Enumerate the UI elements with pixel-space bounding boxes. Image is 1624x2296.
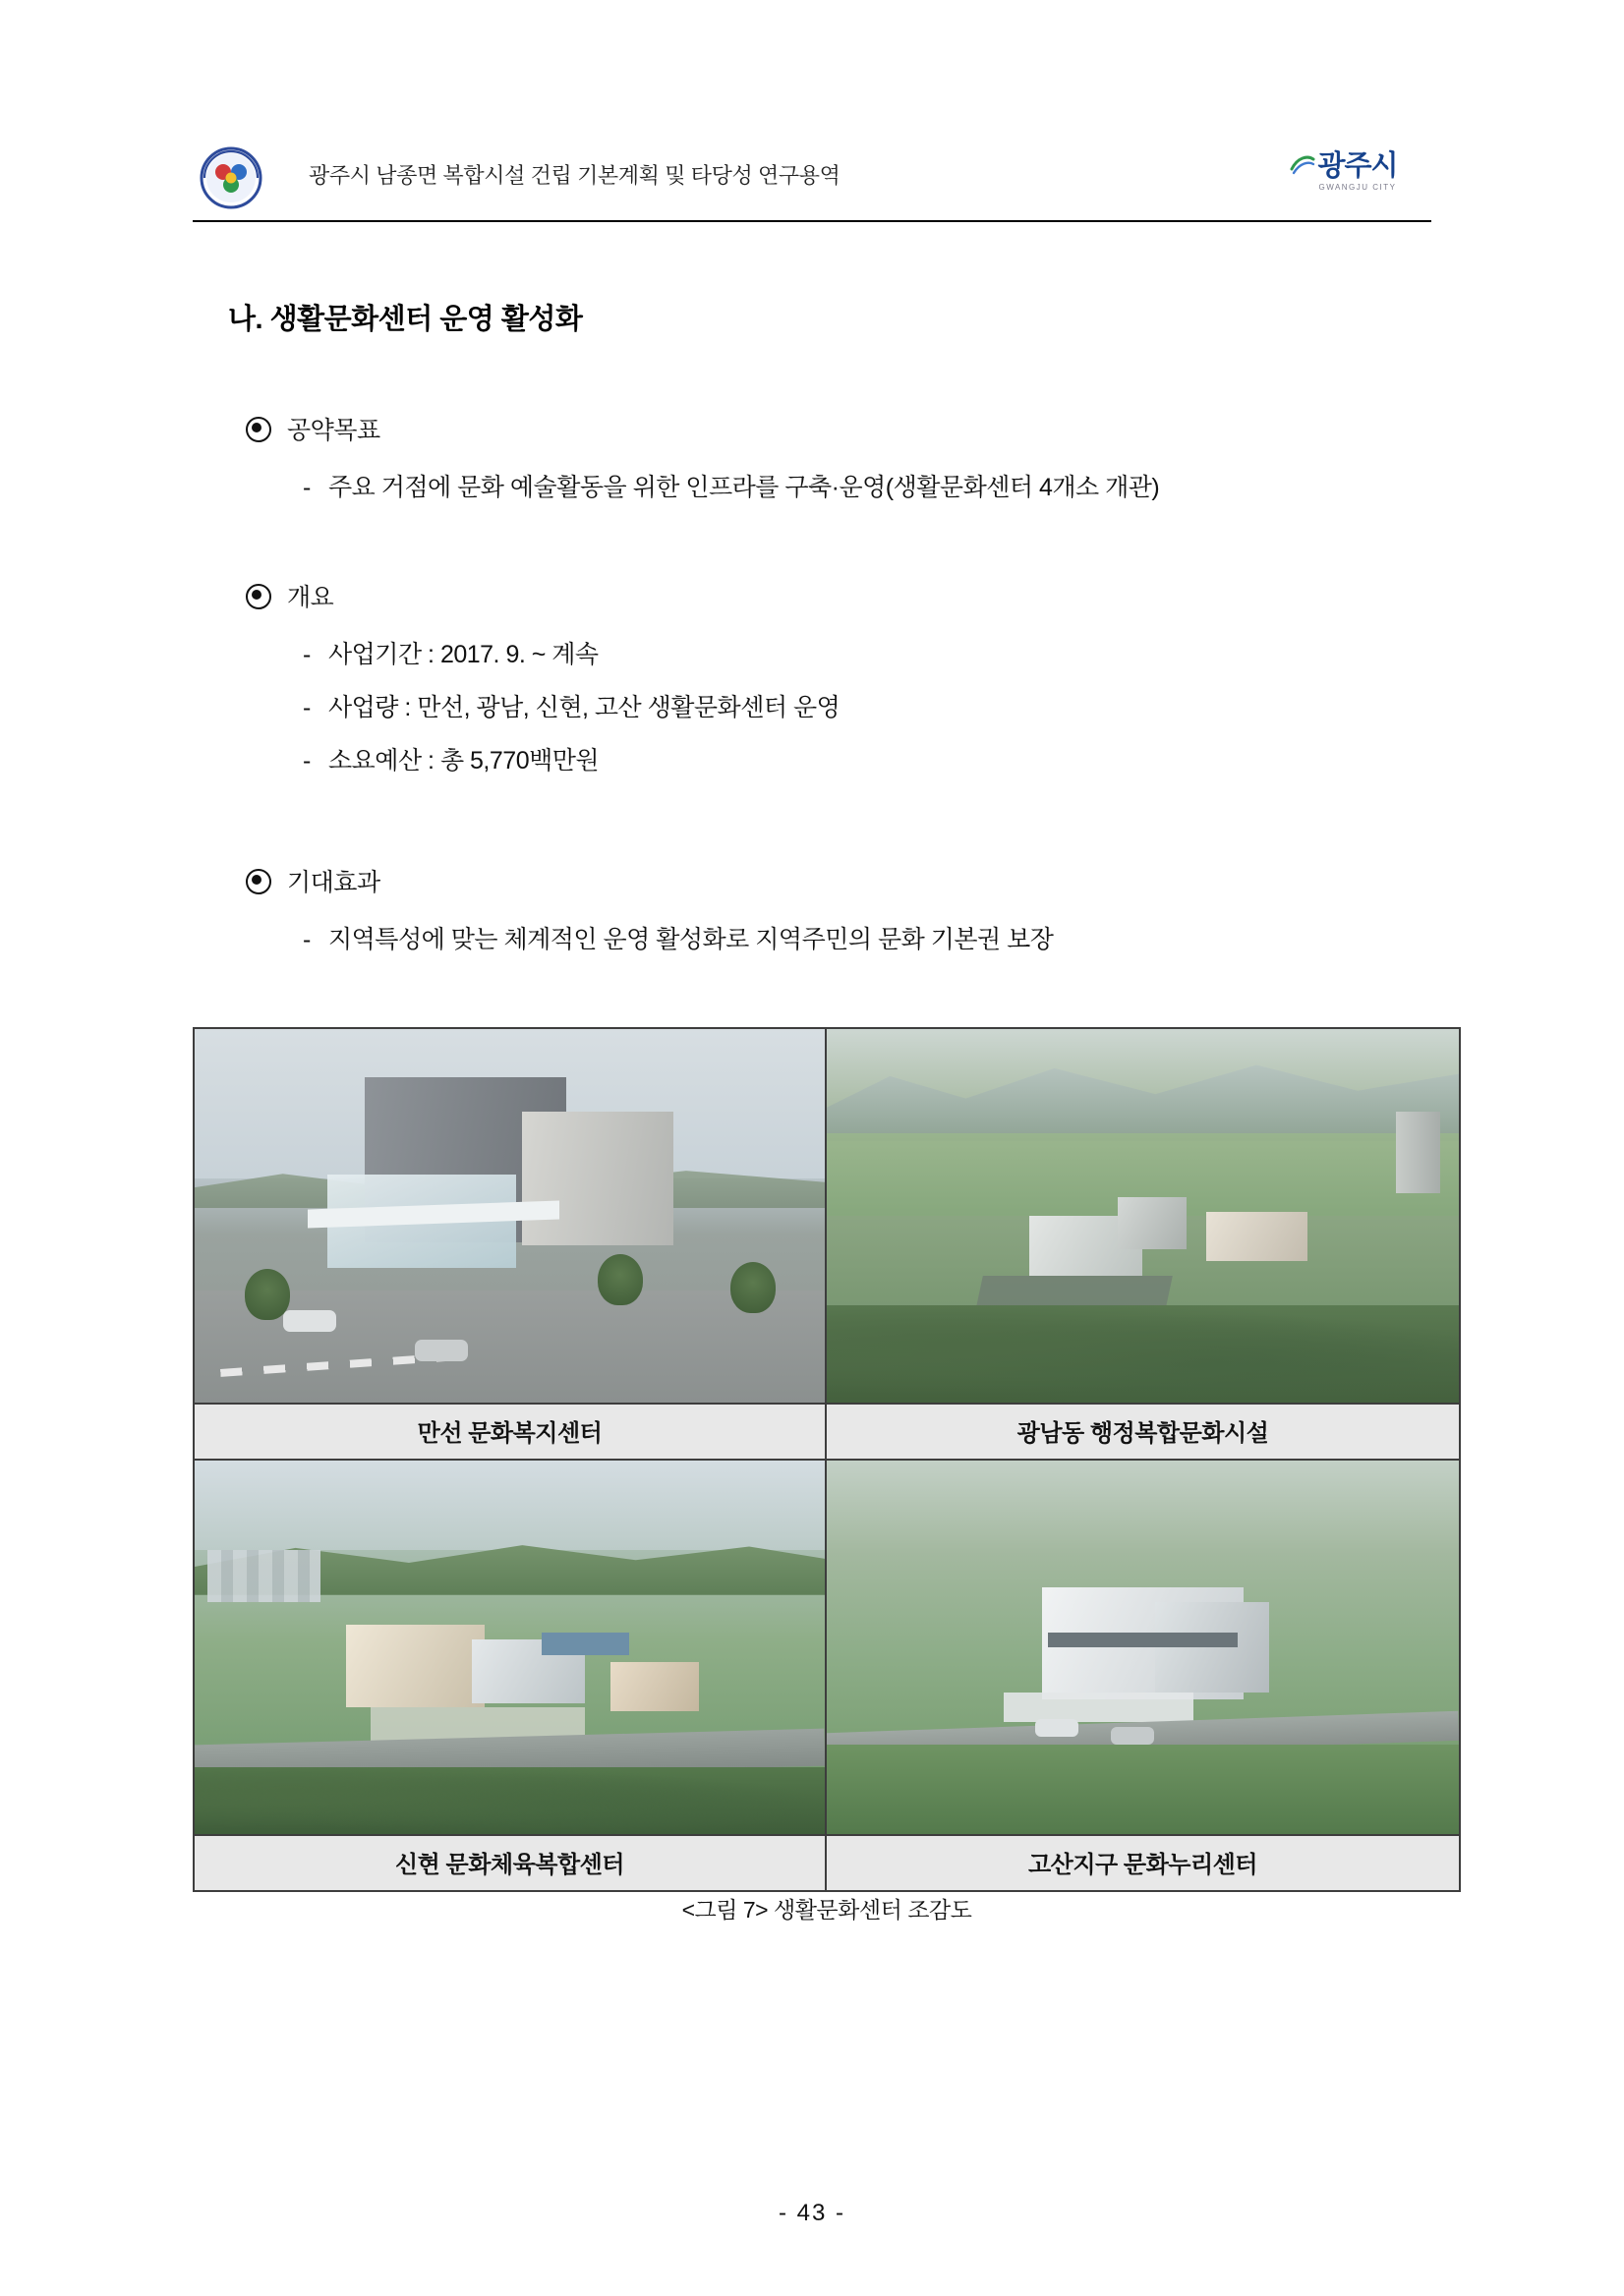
dash-icon: - [303,747,311,775]
figure-cell-gosan [827,1461,1459,1890]
figure-cell-manseon [195,1029,827,1461]
bullet-heading-row [246,578,840,613]
figure-caption: <그림 7> 생활문화센터 조감도 [681,1897,972,1923]
bullet-heading-row [246,411,1159,446]
swoosh-icon [1290,151,1315,177]
list-item [303,688,840,723]
logo-sub-text: GWANGJU CITY [1318,183,1397,192]
list-item-text: 사업량 : 만선, 광남, 신현, 고산 생활문화센터 운영 [328,694,841,721]
list-item-text: 사업기간 : 2017. 9. ~ 계속 [328,641,599,668]
list-item [303,741,840,776]
figure-caption-cell: 고산지구 문화누리센터 [827,1834,1459,1890]
rendering-image-gosan [827,1461,1459,1834]
content-block-goal [246,411,1159,503]
rendering-image-manseon [195,1029,825,1403]
rendering-image-gwangnam [827,1029,1459,1403]
bullet-heading-label: 기대효과 [287,869,380,896]
logo-main-text: 광주시 [1317,150,1398,182]
page-title: 나. 생활문화센터 운영 활성화 [228,304,583,335]
figure-row [195,1029,1459,1461]
list-item [303,468,1159,503]
list-item-text: 주요 거점에 문화 예술활동을 위한 인프라를 구축·운영(생활문화센터 4개소 개관) [328,474,1160,501]
figure-cell-gwangnam [827,1029,1459,1461]
list-item [303,920,1053,955]
figure-grid [193,1027,1461,1892]
figure-caption-cell: 광남동 행정복합문화시설 [827,1403,1459,1459]
header-title: 광주시 남종면 복합시설 건립 기본계획 및 타당성 연구용역 [309,163,841,188]
bullet-dot-icon [246,869,271,894]
dash-icon: - [303,641,311,668]
bullet-dot-icon [246,417,271,442]
bullet-heading-label: 공약목표 [287,417,380,444]
figure-row [195,1461,1459,1890]
rendering-image-sinhyeon [195,1461,825,1834]
header-divider [193,220,1431,222]
gwangju-city-wordmark [1284,149,1431,210]
content-block-overview [246,578,840,776]
dash-icon: - [303,474,311,501]
list-item-text: 지역특성에 맞는 체계적인 운영 활성화로 지역주민의 문화 기본권 보장 [328,926,1054,953]
dash-icon: - [303,926,311,953]
gwangju-city-emblem-icon [193,140,269,216]
bullet-heading-row [246,863,1053,898]
bullet-dot-icon [246,584,271,609]
content-block-effect [246,863,1053,955]
dash-icon: - [303,694,311,721]
figure-cell-sinhyeon [195,1461,827,1890]
list-item-text: 소요예산 : 총 5,770백만원 [328,747,600,775]
bullet-heading-label: 개요 [287,584,334,611]
page-number: - 43 - [778,2200,845,2226]
figure-caption-cell: 만선 문화복지센터 [195,1403,825,1459]
list-item [303,635,840,670]
figure-caption-cell: 신현 문화체육복합센터 [195,1834,825,1890]
page-header [193,138,1431,220]
